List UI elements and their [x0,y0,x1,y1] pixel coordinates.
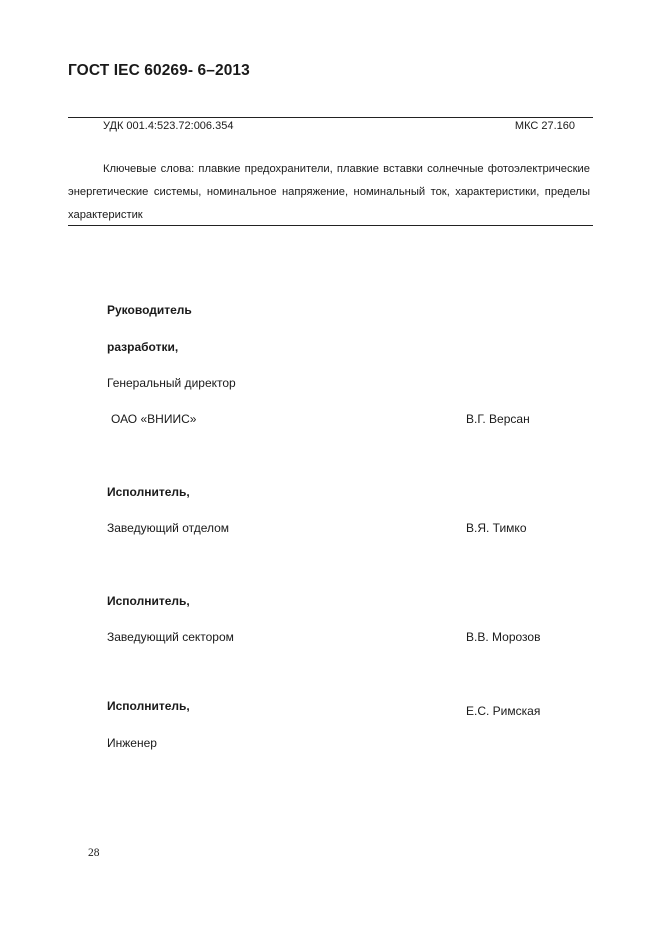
udk-code: УДК 001.4:523.72:006.354 [103,120,234,132]
executor3-name: Е.С. Римская [466,704,541,718]
head-label-line1: Руководитель [107,303,192,317]
executor3-label: Исполнитель, [107,699,190,713]
keywords-paragraph: Ключевые слова: плавкие предохранители, плавкие вставки солнечные фотоэлектрические энергетические системы, номинальное напряжение, номинальный ток, характеристики, пределы характеристик [68,163,590,221]
executor2-name: В.В. Морозов [466,630,541,644]
executor1-position: Заведующий отделом [107,521,230,535]
executor2-position: Заведующий сектором [107,630,234,644]
top-divider [68,117,593,118]
mks-code: МКС 27.160 [514,120,575,132]
head-position: Генеральный директор [107,376,236,390]
head-name: В.Г. Версан [466,412,530,426]
executor3-position: Инженер [107,736,157,750]
page-number: 28 [88,847,100,859]
executor1-name: В.Я. Тимко [466,521,527,535]
document-title: ГОСТ IEC 60269- 6–2013 [68,62,250,79]
executor1-label: Исполнитель, [107,485,190,499]
bottom-divider [68,225,593,226]
head-organization: ОАО «ВНИИС» [111,412,197,426]
head-label-line2: разработки, [107,340,179,354]
executor2-label: Исполнитель, [107,594,190,608]
